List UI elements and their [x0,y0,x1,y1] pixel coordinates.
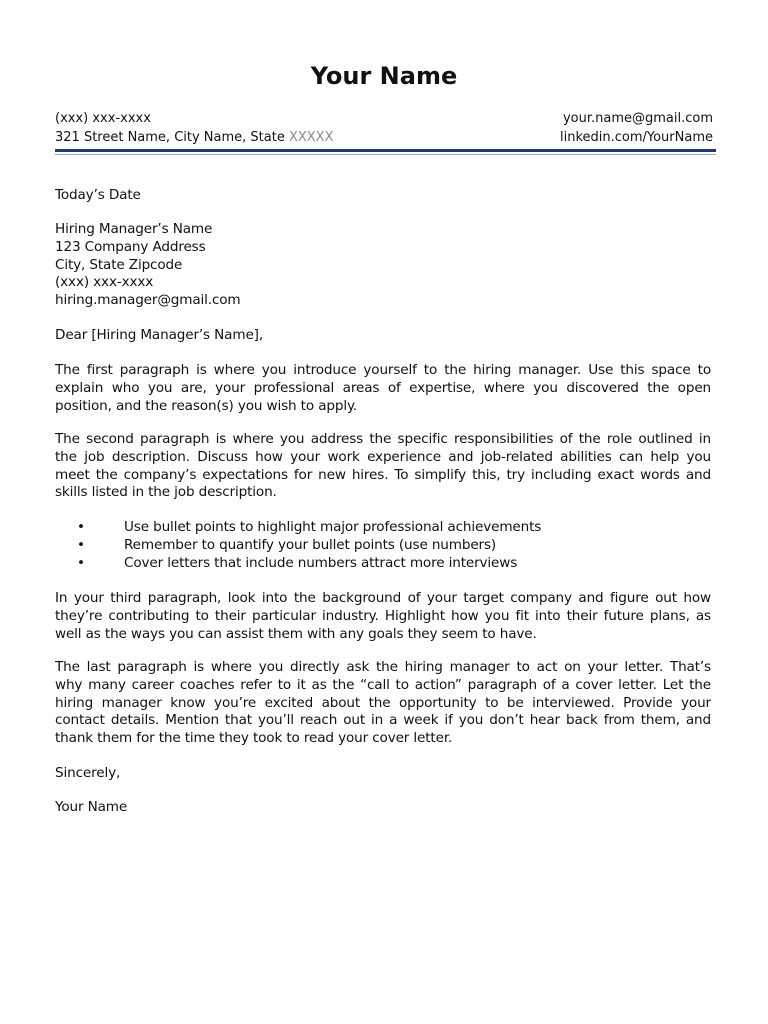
applicant-linkedin: linkedin.com/YourName [559,130,713,145]
paragraph-1-line: position, and the reason(s) you wish to apply. [55,397,358,414]
paragraph-4-line: The last paragraph is where you directly ask the hiring manager to act on your letter. That’s [55,659,711,675]
contact-row-2 [55,129,713,147]
header-divider-thick [55,149,716,152]
bullet-dot: • [77,536,85,553]
paragraph-4-line: thank them for the time they took to read your cover letter. [55,730,453,747]
paragraph-4-line: hiring manager know you’re excited about the opportunity to be interviewed. Provide your [55,694,711,711]
bullet-dot: • [77,554,85,571]
paragraph-2 [55,431,711,502]
address-text: 321 Street Name, City Name, State [55,130,289,145]
bullet-text: Remember to quantify your bullet points (use numbers) [124,536,497,553]
paragraph-2-line: skills listed in the job description. [55,484,277,501]
paragraph-4 [55,659,711,748]
bullet-dot: • [77,519,85,535]
letter-date: Today’s Date [55,187,141,203]
recipient-email: hiring.manager@gmail.com [55,292,241,309]
paragraph-1-line: explain who you are, your professional areas of expertise, where you discovered the open [55,379,711,396]
achievement-bullet-list [55,519,711,572]
applicant-phone: (xxx) xxx-xxxx [55,111,151,126]
bullet-text: Cover letters that include numbers attract more interviews [124,554,518,571]
signature-name: Your Name [55,799,128,815]
paragraph-4-line: contact details. Mention that you’ll reach out in a week if you don’t hear back from them, and [55,712,711,729]
salutation: Dear [Hiring Manager’s Name], [55,327,263,343]
recipient-city: City, State Zipcode [55,256,183,273]
zip-placeholder: XXXXX [288,130,334,145]
contact-row-1 [55,110,713,128]
applicant-address [55,129,334,147]
bullet-item [55,537,711,555]
bullet-item [55,555,711,573]
paragraph-3-line: In your third paragraph, look into the background of your target company and figure out how [55,590,711,606]
paragraph-1 [55,362,711,415]
paragraph-4-line: why many career coaches refer to it as the “call to action” paragraph of a cover letter. Let the [55,676,711,693]
recipient-phone: (xxx) xxx-xxxx [55,274,154,291]
paragraph-3 [55,590,711,643]
recipient-address: 123 Company Address [55,238,206,255]
paragraph-2-line: meet the company’s expectations for new hires. To simplify this, try including exact words and [55,466,711,483]
recipient-block [55,221,711,310]
paragraph-2-line: the job description. Discuss how your work experience and job-related abilities can help you [55,448,711,465]
bullet-text: Use bullet points to highlight major professional achievements [124,519,542,535]
paragraph-1-line: The first paragraph is where you introduce yourself to the hiring manager. Use this space to [55,362,711,378]
paragraph-3-line: well as the ways you can assist them with any goals they seem to have. [55,625,537,642]
closing: Sincerely, [55,765,121,781]
paragraph-3-line: they’re contributing to their particular industry. Highlight how you fit into their future plans, as [55,607,711,624]
paragraph-2-line: The second paragraph is where you address the specific responsibilities of the role outlined in [55,431,711,447]
recipient-name: Hiring Manager’s Name [55,221,213,237]
applicant-email: your.name@gmail.com [562,111,713,126]
applicant-name-heading: Your Name [310,62,458,90]
header-divider-thin [55,154,716,155]
bullet-item [55,519,711,537]
